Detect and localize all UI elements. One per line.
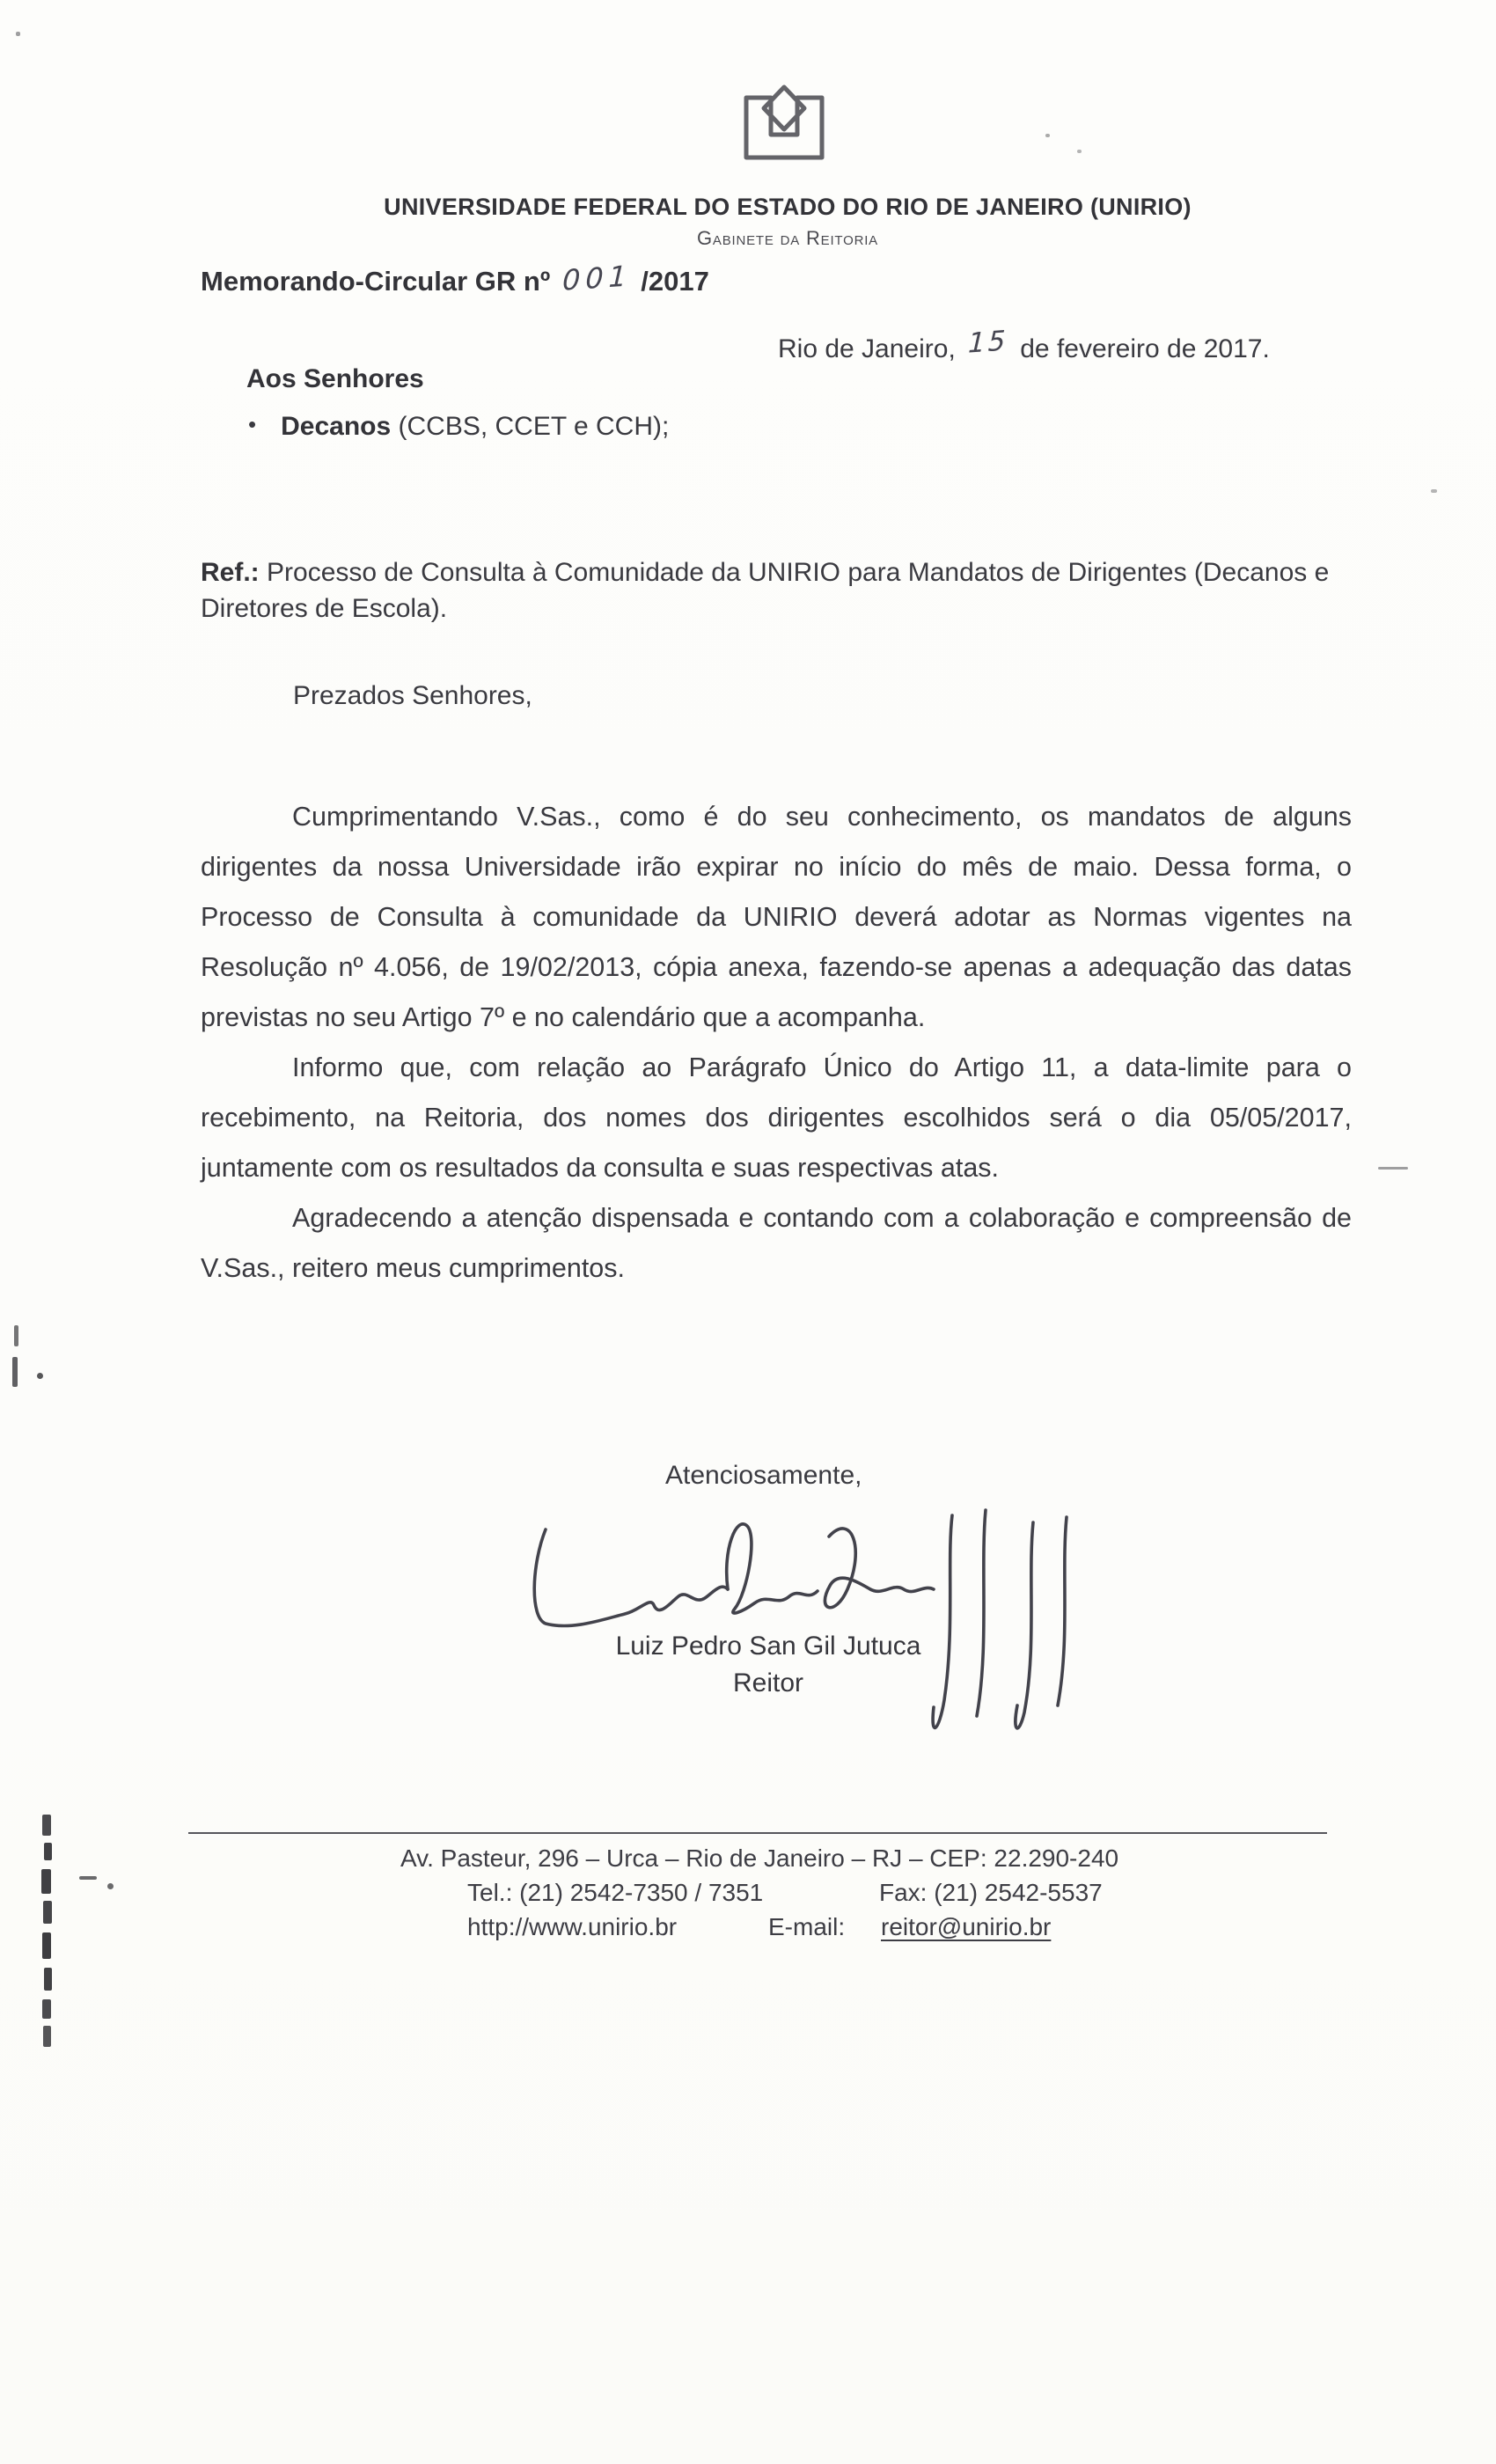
handwritten-day: 15 [967,325,1008,360]
university-name: UNIVERSIDADE FEDERAL DO ESTADO DO RIO DE JANEIRO (UNIRIO) [384,194,1192,220]
recipient-name: Decanos [281,412,392,441]
signer-name: Luiz Pedro San Gil Jutuca [615,1632,921,1661]
office-name: Gabinete da Reitoria [697,227,878,249]
reference-label: Ref.: [201,558,260,587]
scan-artifact [44,1968,52,1991]
footer-phone-line [0,1879,1496,1913]
unirio-logo [736,83,832,169]
scan-artifact [43,1901,52,1924]
scan-artifact [12,1357,18,1387]
closing: Atenciosamente, [665,1461,862,1490]
scan-artifact [44,1843,52,1860]
salutation: Prezados Senhores, [293,681,532,710]
recipients-heading: Aos Senhores [246,364,424,393]
recipient-detail: (CCBS, CCET e CCH); [391,412,670,441]
footer-address-line [0,1844,1496,1879]
body-paragraph-1: Cumprimentando V.Sas., como é do seu conhecimento, os mandatos de alguns dirigentes da nossa Universidade irão expirar no início do mês de maio. Dessa forma, o Processo de Consulta à comunidade da UNIRIO deverá adotar as Normas vigentes na Resolução nº 4.056, de 19/02/2013, cópia anexa, fazendo-se apenas a adequação das datas previstas no seu Artigo 7º e no calendário que a acompanha. [201,802,1352,1032]
footer [0,1844,1496,1947]
scan-artifact [1045,134,1050,137]
letterhead [79,194,1496,250]
scan-artifact [43,2026,51,2047]
scan-artifact [42,1932,51,1959]
bullet-icon: • [248,411,257,437]
date-rest: de fevereiro de 2017. [1020,334,1270,363]
footer-fax: Fax: (21) 2542-5537 [879,1879,1103,1906]
footer-email-label: E-mail: [768,1913,846,1940]
reference-text: Processo de Consulta à Comunidade da UNIRIO para Mandatos de Dirigentes (Decanos e Diretores de Escola). [201,558,1330,623]
scan-artifact [107,1883,114,1889]
footer-website: http://www.unirio.br [467,1913,678,1940]
memo-label: Memorando-Circular GR nº [201,266,551,297]
scan-artifact [79,1876,97,1880]
body-text [201,792,1352,1294]
reference-block [201,554,1360,627]
scan-artifact [1077,150,1082,153]
unirio-logo-strokes [746,87,822,158]
scan-artifact [1378,1167,1408,1170]
body-paragraph-3: Agradecendo a atenção dispensada e contando com a colaboração e compreensão de V.Sas., reitero meus cumprimentos. [201,1203,1352,1283]
date-city: Rio de Janeiro, [778,334,956,363]
dateline [778,325,1270,364]
handwritten-signature [519,1496,1135,1760]
scan-artifact [1431,489,1437,493]
scan-artifact [37,1373,43,1379]
footer-email: reitor@unirio.br [881,1913,1052,1940]
scan-artifact [16,32,20,36]
recipient-item [248,412,669,442]
signer-title: Reitor [732,1668,804,1698]
handwritten-memo-number: 001 [561,259,633,297]
scan-artifact [42,1999,51,2019]
footer-web-line [0,1913,1496,1947]
footer-address: Av. Pasteur, 296 – Urca – Rio de Janeiro – RJ – CEP: 22.290-240 [400,1844,1119,1872]
memo-number-line [201,259,709,297]
footer-phone: Tel.: (21) 2542-7350 / 7351 [467,1879,764,1906]
memo-year: /2017 [641,266,709,297]
scan-artifact [14,1325,18,1346]
scan-artifact [41,1869,51,1894]
scan-artifact [42,1815,51,1836]
body-paragraph-2: Informo que, com relação ao Parágrafo Único do Artigo 11, a data-limite para o recebimento, na Reitoria, dos nomes dos dirigentes escolhidos será o dia 05/05/2017, juntamente com os resultados da consulta e suas respectivas atas. [201,1052,1352,1183]
footer-rule [188,1832,1327,1834]
